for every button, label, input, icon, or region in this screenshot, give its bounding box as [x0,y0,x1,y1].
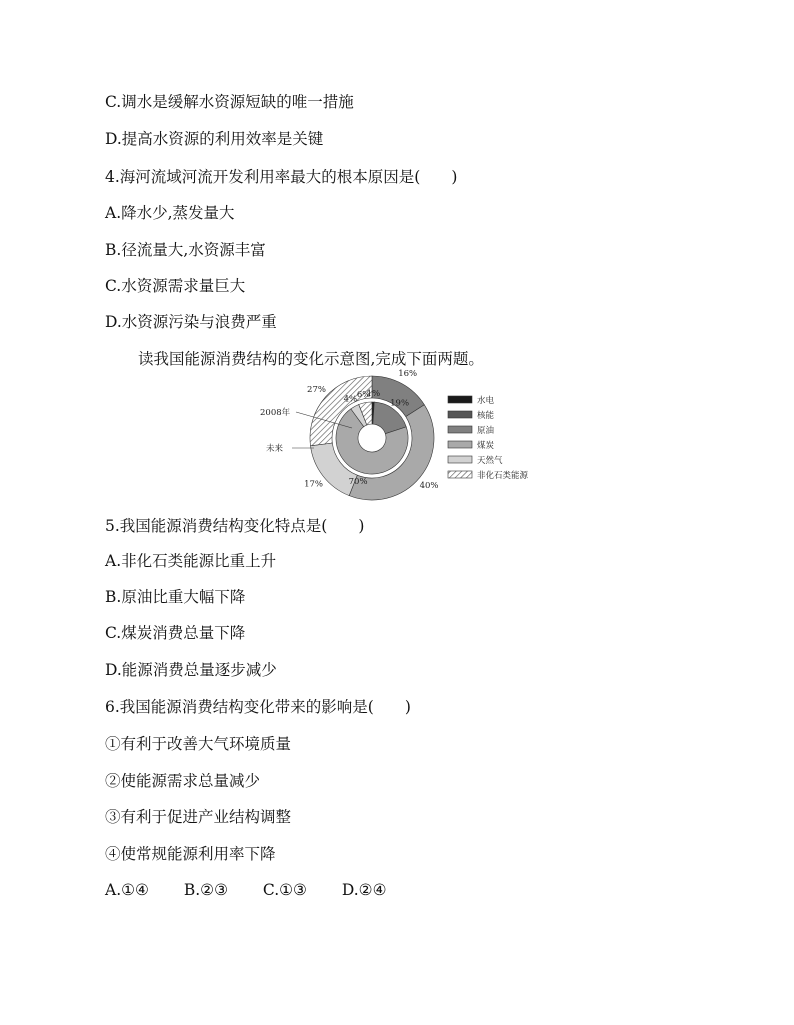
ring0-label-0: 1% [366,389,381,400]
q5-option-a: A.非化石类能源比重上升 [105,552,277,570]
ring1-label-4: 17% [304,479,323,490]
ring0-name: 2008年 [260,408,291,418]
ring1-label-5: 27% [307,385,326,396]
q3-option-c: C.调水是缓解水资源短缺的唯一措施 [105,93,354,111]
energy-donut-chart [252,369,552,503]
q6-item-2: ②使能源需求总量减少 [105,772,261,790]
q6-item-1: ①有利于改善大气环境质量 [105,735,292,753]
q5-stem: 5.我国能源消费结构变化特点是( ) [105,517,365,535]
legend-swatch-0 [448,396,472,403]
q6-choice-a[interactable]: A.①④ [105,881,149,899]
legend-label-1: 核能 [477,411,495,421]
q5-option-d: D.能源消费总量逐步减少 [105,661,277,679]
q6-choice-d[interactable]: D.②④ [341,881,387,899]
legend-label-0: 水电 [477,396,495,406]
q5-option-c: C.煤炭消费总量下降 [105,624,246,642]
q6-item-3: ③有利于促进产业结构调整 [105,808,292,826]
ring0-label-5: 6% [356,389,371,400]
energy-structure-figure [252,369,552,503]
ring0-label-2: 19% [390,398,410,409]
legend-label-5: 非化石类能源 [477,471,529,481]
q4-option-b: B.径流量大,水资源丰富 [105,241,266,259]
q4-stem: 4.海河流域河流开发利用率最大的根本原因是( ) [105,168,458,186]
ring0-label-3: 70% [348,476,368,487]
q3-option-d: D.提高水资源的利用效率是关键 [105,130,324,148]
q6-item-4: ④使常规能源利用率下降 [105,845,276,863]
legend-swatch-1 [448,411,472,418]
passage-intro: 读我国能源消费结构的变化示意图,完成下面两题。 [138,350,484,368]
legend-swatch-2 [448,426,472,433]
q4-option-c: C.水资源需求量巨大 [105,277,246,295]
q6-stem: 6.我国能源消费结构变化带来的影响是( ) [105,698,411,716]
legend-label-2: 原油 [477,426,495,436]
q4-option-d: D.水资源污染与浪费严重 [105,313,277,331]
ring1-label-3: 40% [419,481,439,492]
legend-label-3: 煤炭 [477,441,495,451]
q6-choices [105,880,416,900]
q5-option-b: B.原油比重大幅下降 [105,588,246,606]
legend-swatch-3 [448,441,472,448]
ring1-name: 未来 [266,444,284,454]
legend-swatch-5 [448,471,472,478]
legend-label-4: 天然气 [477,456,503,466]
ring0-label-4: 4% [343,394,358,405]
q6-choice-b[interactable]: B.②③ [183,881,228,899]
legend-swatch-4 [448,456,472,463]
ring1-label-2: 16% [398,369,418,380]
q4-option-a: A.降水少,蒸发量大 [105,204,235,222]
q6-choice-c[interactable]: C.①③ [262,881,307,899]
